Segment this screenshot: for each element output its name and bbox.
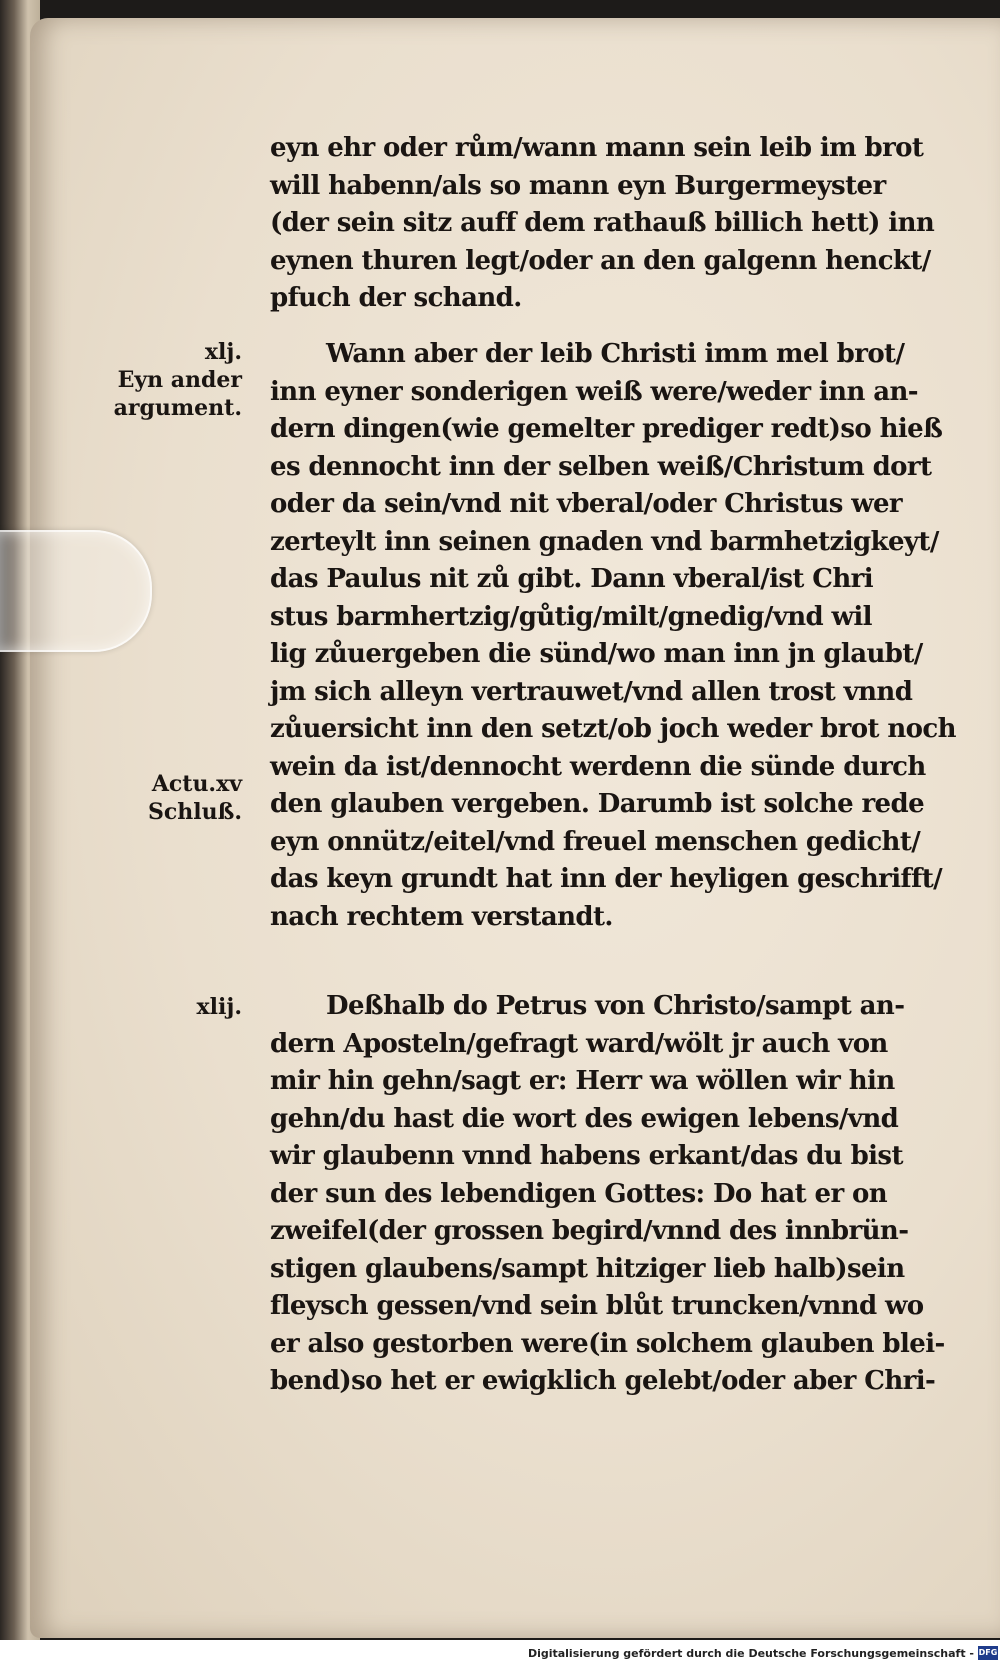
text-line: wein da ist/dennocht werdenn die sünde durch bbox=[270, 751, 926, 782]
text-line: dern Aposteln/gefragt ward/wölt jr auch von bbox=[270, 1028, 888, 1059]
text-line: will habenn/als so mann eyn Burgermeyster bbox=[270, 170, 886, 201]
text-line: (der sein sitz auff dem rathauß billich hett) inn bbox=[270, 208, 935, 238]
text-line: inn eyner sonderigen weiß were/weder inn an- bbox=[270, 376, 918, 407]
text-line: wir glaubenn vnnd habens erkant/das du bist bbox=[270, 1141, 903, 1171]
margin-note-line: xlj. bbox=[204, 339, 242, 365]
text-line: zůuersicht inn den setzt/ob joch weder brot noch bbox=[270, 714, 956, 744]
margin-note-xlii bbox=[197, 993, 242, 1021]
text-line: gehn/du hast die wort des ewigen lebens/vnd bbox=[270, 1103, 899, 1134]
text-line: der sun des lebendigen Gottes: Do hat er on bbox=[270, 1178, 888, 1209]
text-line: mir hin gehn/sagt er: Herr wa wöllen wir hin bbox=[270, 1066, 895, 1096]
transparent-page-clip bbox=[0, 530, 152, 652]
margin-note-line: Schluß. bbox=[147, 799, 242, 825]
book-page bbox=[30, 18, 1000, 1638]
text-line: pfuch der schand. bbox=[270, 283, 522, 313]
text-line: lig zůuergeben die sünd/wo man inn jn glaubt/ bbox=[270, 639, 923, 669]
margin-note-line: xlij. bbox=[196, 994, 242, 1020]
paragraph-1 bbox=[270, 130, 1000, 318]
text-line: Deßhalb do Petrus von Christo/sampt an- bbox=[326, 991, 905, 1021]
paragraph-2 bbox=[270, 336, 1000, 936]
text-line: eyn ehr oder rům/wann mann sein leib im brot bbox=[270, 133, 924, 163]
text-line: er also gestorben were(in solchem glauben blei- bbox=[270, 1328, 945, 1359]
text-line: zweifel(der grossen begird/vnnd des innbrün- bbox=[270, 1216, 909, 1246]
text-line: das keyn grundt hat inn der heyligen geschrifft/ bbox=[270, 864, 943, 894]
margin-note-line: Eyn ander bbox=[117, 367, 242, 393]
text-line: bend)so het er ewigklich gelebt/oder aber Chri- bbox=[270, 1366, 936, 1396]
text-line: zerteylt inn seinen gnaden vnd barmhetzigkeyt/ bbox=[270, 526, 939, 557]
text-line: oder da sein/vnd nit vberal/oder Christus wer bbox=[270, 489, 903, 519]
footer-credit: Digitalisierung gefördert durch die Deutsche Forschungsgemeinschaft - bbox=[527, 1647, 974, 1660]
footer-bar bbox=[0, 1640, 1000, 1664]
text-line: es dennocht inn der selben weiß/Christum dort bbox=[270, 451, 932, 482]
paragraph-3 bbox=[270, 988, 1000, 1401]
margin-note-line: Actu.xv bbox=[151, 771, 242, 797]
text-line: nach rechtem verstandt. bbox=[270, 901, 613, 932]
text-line: stigen glaubens/sampt hitziger lieb halb)sein bbox=[270, 1253, 905, 1284]
text-line: den glauben vergeben. Darumb ist solche rede bbox=[270, 789, 925, 819]
text-line: stus barmhertzig/gůtig/milt/gnedig/vnd wil bbox=[270, 601, 872, 632]
text-line: fleysch gessen/vnd sein blůt truncken/vnnd wo bbox=[270, 1291, 924, 1321]
text-line: Wann aber der leib Christi imm mel brot/ bbox=[326, 339, 905, 369]
text-line: dern dingen(wie gemelter prediger redt)so hieß bbox=[270, 414, 943, 444]
text-line: das Paulus nit zů gibt. Dann vberal/ist Chri bbox=[270, 564, 874, 594]
margin-note-line: argument. bbox=[113, 395, 242, 421]
text-line: jm sich alleyn vertrauwet/vnd allen trost vnnd bbox=[270, 676, 913, 707]
text-line: eynen thuren legt/oder an den galgenn henckt/ bbox=[270, 245, 931, 276]
margin-note-xli bbox=[114, 338, 242, 422]
dfg-logo-icon: DFG bbox=[978, 1646, 998, 1660]
margin-note-actu bbox=[148, 770, 242, 826]
text-line: eyn onnütz/eitel/vnd freuel menschen gedicht/ bbox=[270, 826, 921, 857]
